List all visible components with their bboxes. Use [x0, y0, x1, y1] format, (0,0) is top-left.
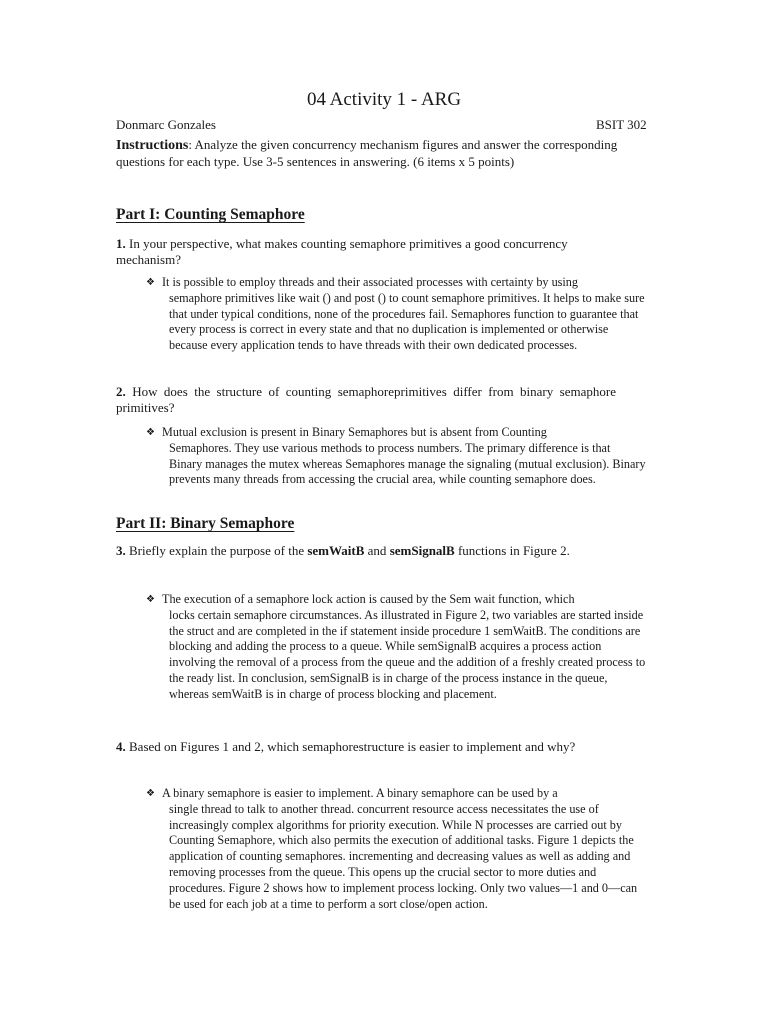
answer-body: Semaphores. They use various methods to process numbers. The primary difference is that Binary manages the mutex whereas Semaphores manage the signaling (mutual exclusion). Binary prevents many threads from accessing the crucial area, while counting semaphore does.: [169, 440, 646, 487]
answer-2: [146, 425, 646, 488]
question-4: [116, 739, 616, 755]
question-number: 2.: [116, 384, 126, 399]
answer-first-line: The execution of a semaphore lock action is caused by the Sem wait function, which: [162, 592, 575, 606]
instructions: [116, 137, 636, 170]
question-number: 1.: [116, 236, 126, 251]
answer-body: single thread to talk to another thread. concurrent resource access necessitates the use of increasingly complex algorithms for priority execution. While N processes are carried out by Counting Semaphore, which also permits the execution of additional tasks. Figure 1 depicts the application of counting semaphores. incrementing and decreasing values as well as adding and removing processes from the queue. This opens up the crucial sector to more duties and procedures. Figure 2 shows how to implement process locking. Only two values—1 and 0—can be used for each job at a time to perform a sort close/open action.: [169, 801, 638, 911]
part2-heading: Part II: Binary Semaphore: [116, 515, 295, 532]
student-name: Donmarc Gonzales: [116, 117, 216, 132]
diamond-bullet-icon: ❖: [146, 594, 155, 605]
course-code: BSIT 302: [596, 117, 647, 132]
instructions-label: Instructions: [116, 138, 189, 153]
answer-4: [146, 786, 646, 912]
instructions-text: : Analyze the given concurrency mechanism figures and answer the corresponding questions for each type. Use 3-5 sentences in answering. (6 items x 5 points): [116, 137, 618, 169]
question-text: Based on Figures 1 and 2, which semaphorestructure is easier to implement and why?: [125, 739, 576, 754]
answer-body: semaphore primitives like wait () and post () to count semaphore primitives. It helps to make sure that under typical conditions, none of the procedures fail. Semaphores function to guarantee that every process is correct in every state and that no duplication is implemented or otherwise because every application tends to have threads with their own dedicated processes.: [169, 290, 645, 353]
answer-first-line: It is possible to employ threads and their associated processes with certainty by using: [162, 275, 578, 289]
answer-3: [146, 592, 646, 703]
question-2: [116, 384, 616, 416]
question-1: [116, 236, 616, 268]
question-text-c: functions in Figure 2.: [454, 543, 570, 558]
diamond-bullet-icon: ❖: [146, 427, 155, 438]
question-text: How does the structure of counting semaphoreprimitives differ from binary semaphore primitives?: [116, 384, 616, 415]
question-number: 3.: [116, 543, 126, 558]
document-title: 04 Activity 1 - ARG: [306, 89, 462, 110]
answer-body: locks certain semaphore circumstances. As illustrated in Figure 2, two variables are started inside the struct and are completed in the if statement inside procedure 1 semWaitB. The conditions are blocking and adding the process to a queue. While semSignalB acquires a process action involving the removal of a process from the queue and the addition of a freshly created process to the ready list. In conclusion, semSignalB is in charge of the process instance in the queue, whereas semWaitB is in charge of process blocking and placement.: [169, 607, 646, 701]
keyword-semwaitb: semWaitB: [307, 543, 365, 558]
answer-1: [146, 275, 646, 354]
question-text-b: and: [364, 543, 390, 558]
question-number: 4.: [116, 739, 126, 754]
diamond-bullet-icon: ❖: [146, 277, 155, 288]
question-text-a: Briefly explain the purpose of the: [125, 543, 308, 558]
answer-first-line: Mutual exclusion is present in Binary Semaphores but is absent from Counting: [162, 425, 547, 439]
diamond-bullet-icon: ❖: [146, 788, 155, 799]
keyword-semsignalb: semSignalB: [389, 543, 455, 558]
part1-heading: Part I: Counting Semaphore: [116, 206, 305, 223]
question-3: [116, 543, 616, 559]
answer-first-line: A binary semaphore is easier to implement. A binary semaphore can be used by a: [162, 786, 558, 800]
question-text: In your perspective, what makes counting semaphore primitives a good concurrency mechanism?: [116, 236, 568, 267]
